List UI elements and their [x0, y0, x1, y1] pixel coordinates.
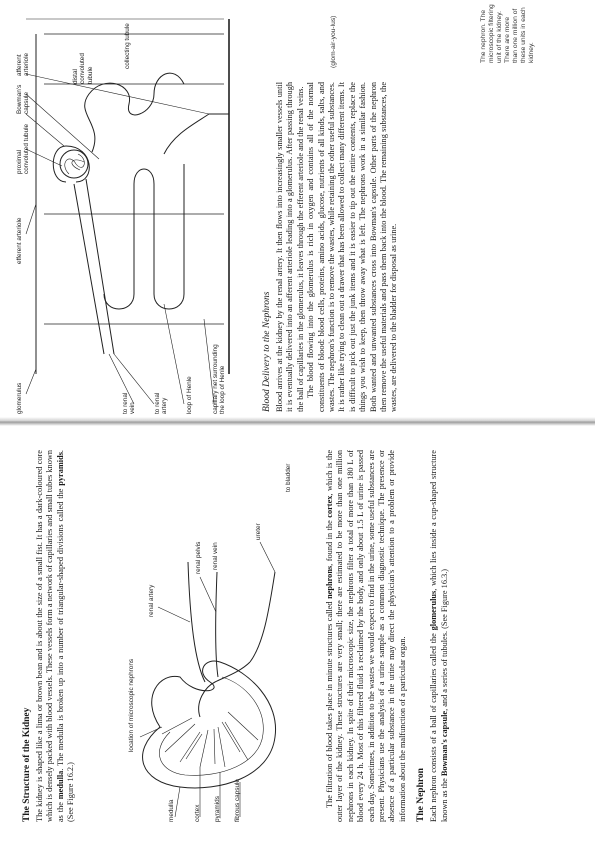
blood-delivery-paragraph-2	[306, 82, 400, 412]
label-efferent-arteriole: efferent arteriole	[16, 217, 23, 264]
nephron-figure	[14, 14, 249, 414]
label-cortex: cortex	[194, 804, 201, 822]
pyramid-strokes	[162, 712, 258, 767]
filtration-section	[325, 450, 450, 822]
text-run: The kidney is shaped like a lima or brown bean and is about the size of a small fist. It has a dark-coloured core which is densely packed with blood vessels. These vessels form a network of capillaries and small tubes known as the	[35, 450, 65, 822]
figure-caption: The nephron. The microscopic filtering unit of the kidney. There are more than one million of these units in each kidney.	[480, 4, 535, 63]
glomerulus-ball	[60, 150, 88, 178]
kidney-structure-section	[22, 450, 77, 822]
text-run: , and a series of tubules. (See Figure 16.3.)	[439, 568, 449, 711]
label-ureter: ureter	[255, 523, 262, 540]
pronunciation-note: (glom-air-you-lus)	[330, 15, 337, 68]
text-run: , found in the	[325, 517, 334, 566]
text-run: . The medulla is broken up into a number of triangular-shaped divisions called the	[55, 485, 65, 771]
label-loop-of-henle: loop of Henle	[186, 376, 193, 414]
glomerulus-capillaries	[65, 154, 85, 174]
label-proximal-tubule: proximal convoluted tubule	[16, 123, 31, 174]
label-glomerulus: glomerulus	[16, 382, 23, 414]
bold-term: glomerulus	[429, 590, 439, 631]
label-collecting-tubule: collecting tubule	[124, 23, 131, 69]
loop-of-henle	[104, 164, 184, 309]
blood-delivery-title: Blood Delivery to the Nephrons	[262, 291, 272, 412]
bold-term: cortex	[325, 495, 334, 518]
ureter-line	[250, 572, 275, 662]
label-capillary-net: capillary net surrounding the loop of Henle	[212, 344, 227, 414]
nephron-paragraph	[429, 450, 450, 822]
text-run: . (See Figure 16.2.)	[55, 450, 76, 822]
page-one	[0, 422, 595, 842]
label-pyramids: pyramids	[214, 796, 221, 822]
bold-term: medulla	[55, 770, 65, 800]
text-run: The blood flowing into the glomerulus is rich in oxygen and contains all of the normal constituents of blood: blood cells, proteins, amino acids, glucose, nutrients of all kinds, salts, and wastes. The nephron's function is to remove the wastes, while retaining the other useful substances. It is rather like trying to clean out a drawer that has been allowed to collect many different items. It is difficult to pick out just the junk items and it is easier to tip out the entire contents, replace the things you wish to keep, then throw away what is left. The nephrons work in a similar fashion. Both wanted and unwanted substances cross into Bowman's capsule. Other parts of the nephron then remove the useful materials and pass them back into the blood. The remaining substances, the wastes, are delivered to the bladder for disposal as urine.	[306, 82, 399, 412]
text-run: The filtration of blood takes place in minute structures called	[325, 598, 334, 808]
label-renal-vein: renal vein	[212, 542, 219, 570]
label-distal-tubule: distal convoluted tubule	[72, 53, 94, 84]
kidney-diagram	[100, 442, 300, 822]
label-to-renal-artery: to renal artery	[154, 392, 169, 414]
blood-delivery-paragraph-1	[275, 82, 306, 412]
bold-term: pyramids	[55, 452, 65, 486]
kidney-outline	[143, 661, 276, 788]
distal-tubule	[164, 114, 229, 154]
blood-delivery-section	[262, 82, 400, 412]
bold-term: nephrons	[325, 565, 334, 599]
page-two	[0, 0, 595, 418]
text-run: Blood arrives at the kidney by the renal artery. It then flows into increasingly smaller vessels until it is eventually delivered into an afferent arteriole leading into a glomerulus. After passing through the ball of capillaries in the glomerulus, it leaves through the efferent arteriole and the renal veins.	[275, 82, 305, 412]
label-afferent-arteriole: afferent arteriole	[16, 52, 31, 76]
artery-vessel	[74, 179, 114, 354]
bowmans-capsule	[53, 146, 89, 182]
nephron-title: The Nephron	[416, 768, 427, 822]
label-bowmans-capsule: Bowman's capsule	[16, 84, 31, 114]
intro-paragraph	[35, 450, 77, 822]
text-run: Each nephron consists of a ball of capillaries called the	[429, 630, 439, 822]
section-title: The Structure of the Kidney	[22, 707, 32, 822]
proximal-tubule	[85, 73, 184, 152]
label-to-bladder: to bladder	[285, 463, 292, 492]
label-to-renal-vein: to renal vein	[122, 392, 137, 414]
kidney-figure	[100, 442, 300, 822]
label-renal-artery: renal artery	[148, 584, 155, 617]
label-fibrous-capsule: fibrous capsule	[234, 779, 241, 822]
renal-artery-line	[188, 562, 205, 682]
bold-term: Bowman's capsule	[439, 710, 449, 777]
renal-pelvis-shape	[199, 662, 250, 717]
filtration-paragraph	[325, 450, 408, 822]
kidney-inner-outline	[159, 677, 263, 775]
label-renal-pelvis: renal pelvis	[195, 541, 202, 574]
leader-lines	[26, 19, 224, 404]
text-run: , which lies inside a cup-shaped structure known as the	[429, 450, 449, 822]
label-location-nephrons: location of microscopic nephrons	[128, 658, 135, 752]
text-run: , which is the outer layer of the kidney. These structures are very small; there are estimated to be more than one million nephrons in each kidney. In spite of their microscopic size, the nephrons filter a total of more than 180 L of blood every 24 h. Most of this filtered fluid is reclaimed by the body, and only about 1.5 L of urine is passed each day. Sometimes, in addition to the wastes we would expect to find in the urine, some useful substances are present. Physicians use the analysis of a urine sample as a common diagnostic technique. The presence or absence of a particular substance in the urine may direct the physician's attention to a problem or provide information about the malfunction of a particular organ.	[325, 449, 407, 822]
label-medulla: medulla	[168, 799, 175, 822]
